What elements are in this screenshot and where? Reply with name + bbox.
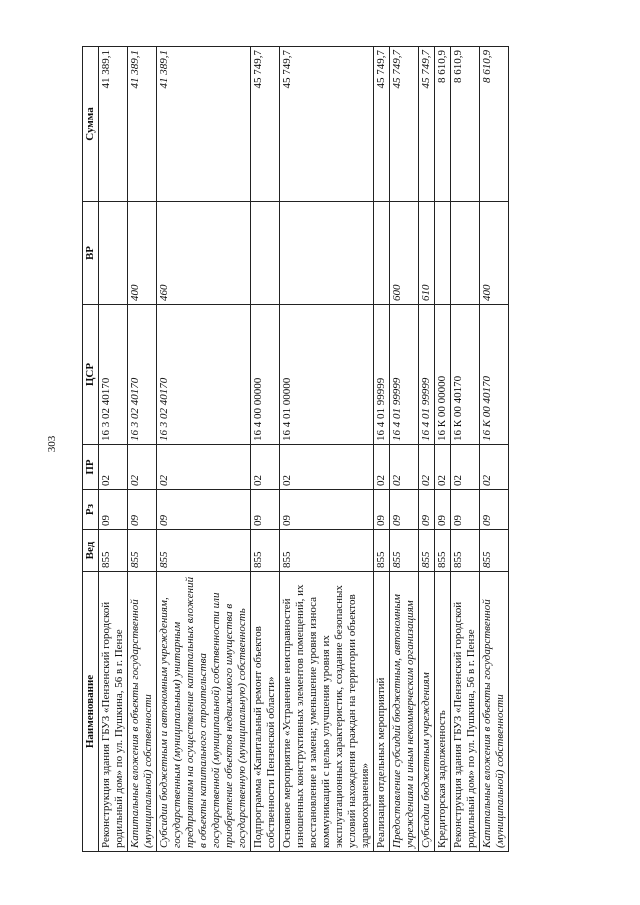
cell-csr: 16 3 02 40170 [157,305,251,445]
table-row [451,47,480,852]
table-row [280,47,374,852]
cell-vr: 400 [128,202,157,305]
cell-csr: 16 4 01 00000 [280,305,374,445]
table-row [419,47,435,852]
cell-sum: 45 749,7 [280,47,374,202]
table-row [390,47,419,852]
cell-name: Субсидии бюджетным учреждениям [419,572,435,852]
table-row [251,47,280,852]
cell-name: Кредиторская задолженность [435,572,451,852]
cell-ved: 855 [374,530,390,572]
cell-csr: 16 3 02 40170 [99,305,128,445]
cell-vr: 460 [157,202,251,305]
cell-rz: 09 [451,490,480,530]
cell-pr: 02 [419,445,435,490]
cell-sum: 45 749,7 [419,47,435,202]
cell-ved: 855 [390,530,419,572]
cell-rz: 09 [251,490,280,530]
cell-name: Субсидии бюджетным и автономным учреждениям, государственным (муниципальным) унитарным предприятиям на осуществление капитальных вложений в объекты капитального строительства государственной (муниципальной) собственности или приобретение объектов недвижимого имущества в государственную (муниципальную) собственность [157,572,251,852]
cell-name: Капитальные вложения в объекты государственной (муниципальной) собственности [128,572,157,852]
table-row [435,47,451,852]
cell-ved: 855 [451,530,480,572]
cell-csr: 16 К 00 40170 [451,305,480,445]
cell-name: Подпрограмма «Капитальный ремонт объектов собственности Пензенской области» [251,572,280,852]
cell-vr [280,202,374,305]
cell-ved: 855 [157,530,251,572]
cell-name: Реализация отдельных мероприятий [374,572,390,852]
cell-pr: 02 [128,445,157,490]
cell-rz: 09 [390,490,419,530]
cell-name: Предоставление субсидий бюджетным, автономным учреждениям и иным некоммерческим организациям [390,572,419,852]
cell-ved: 855 [480,530,509,572]
cell-sum: 8 610,9 [480,47,509,202]
cell-name: Реконструкция здания ГБУЗ «Пензенский городской родильный дом» по ул. Пушкина, 56 в г. Пензе [99,572,128,852]
cell-sum: 41 389,1 [128,47,157,202]
cell-pr: 02 [480,445,509,490]
cell-ved: 855 [251,530,280,572]
cell-csr: 16 К 00 40170 [480,305,509,445]
cell-ved: 855 [128,530,157,572]
cell-name: Основное мероприятие «Устранение неисправностей изношенных конструктивных элементов помещений, их восстановление и замена; уменьшение уровня износа коммуникаций с целью улучшения уровня их эксплуатационных характеристик, создание безопасных условий нахождения граждан на территории объектов здравоохранения» [280,572,374,852]
cell-csr: 16 К 00 00000 [435,305,451,445]
header-sum: Сумма [83,47,99,202]
table-row [480,47,509,852]
cell-rz: 09 [480,490,509,530]
cell-rz: 09 [280,490,374,530]
cell-pr: 02 [390,445,419,490]
cell-sum: 45 749,7 [390,47,419,202]
cell-pr: 02 [99,445,128,490]
header-rz: Рз [83,490,99,530]
table-row [374,47,390,852]
cell-csr: 16 4 00 00000 [251,305,280,445]
cell-vr: 400 [480,202,509,305]
cell-sum: 41 389,1 [157,47,251,202]
cell-rz: 09 [128,490,157,530]
table-header-row [83,47,99,852]
cell-rz: 09 [419,490,435,530]
cell-vr [451,202,480,305]
cell-pr: 02 [435,445,451,490]
cell-sum: 41 389,1 [99,47,128,202]
cell-pr: 02 [280,445,374,490]
budget-table [82,46,509,852]
cell-name: Капитальные вложения в объекты государственной (муниципальной) собственности [480,572,509,852]
cell-vr: 610 [419,202,435,305]
cell-pr: 02 [374,445,390,490]
cell-sum: 8 610,9 [451,47,480,202]
header-vr: ВР [83,202,99,305]
table-row [128,47,157,852]
cell-csr: 16 4 01 99999 [390,305,419,445]
cell-sum: 45 749,7 [374,47,390,202]
header-pr: ПР [83,445,99,490]
cell-ved: 855 [99,530,128,572]
cell-vr: 600 [390,202,419,305]
cell-sum: 8 610,9 [435,47,451,202]
cell-csr: 16 4 01 99999 [374,305,390,445]
page-number: 303 [46,435,58,453]
cell-csr: 16 3 02 40170 [128,305,157,445]
header-csr: ЦСР [83,305,99,445]
cell-csr: 16 4 01 99999 [419,305,435,445]
cell-pr: 02 [451,445,480,490]
cell-vr [251,202,280,305]
cell-pr: 02 [157,445,251,490]
cell-ved: 855 [435,530,451,572]
cell-rz: 09 [435,490,451,530]
cell-rz: 09 [99,490,128,530]
table-row [157,47,251,852]
cell-name: Реконструкция здания ГБУЗ «Пензенский городской родильный дом» по ул. Пушкина, 56 в г. Пензе [451,572,480,852]
header-ved: Вед [83,530,99,572]
cell-rz: 09 [157,490,251,530]
header-name: Наименование [83,572,99,852]
cell-vr [374,202,390,305]
cell-vr [435,202,451,305]
cell-rz: 09 [374,490,390,530]
rotated-table-container [82,47,506,852]
cell-ved: 855 [419,530,435,572]
cell-vr [99,202,128,305]
cell-ved: 855 [280,530,374,572]
cell-pr: 02 [251,445,280,490]
table-row [99,47,128,852]
cell-sum: 45 749,7 [251,47,280,202]
